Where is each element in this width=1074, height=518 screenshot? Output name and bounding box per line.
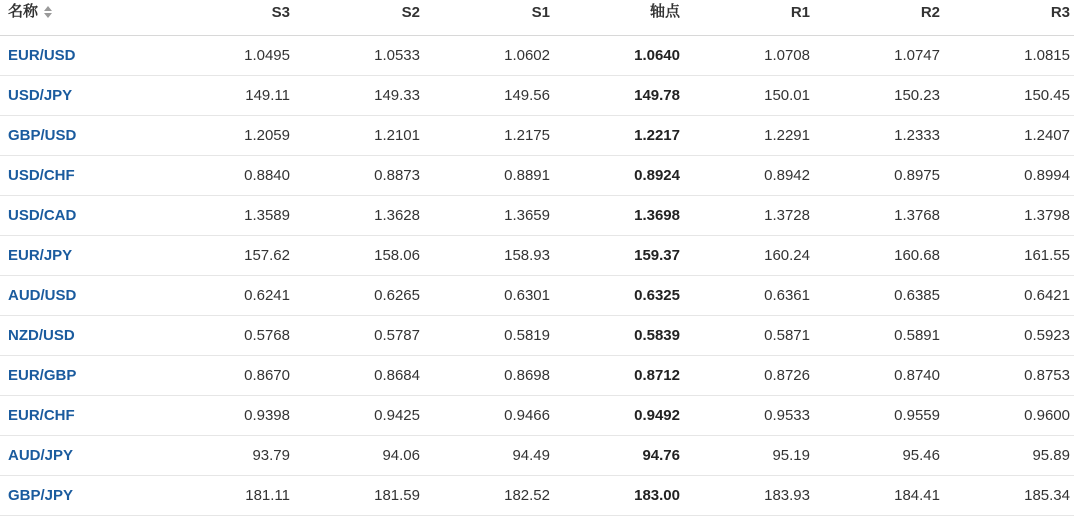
- cell-pivot: 0.5839: [550, 316, 680, 356]
- cell-r3: 0.8753: [940, 356, 1070, 396]
- cell-r3: 0.5923: [940, 316, 1070, 356]
- cell-spacer: [1070, 116, 1074, 156]
- instrument-cell[interactable]: [0, 476, 160, 516]
- cell-r3: 1.3798: [940, 196, 1070, 236]
- column-header-name-label: 名称: [8, 3, 39, 20]
- cell-r1: 1.2291: [680, 116, 810, 156]
- cell-s1: 0.5819: [420, 316, 550, 356]
- cell-s3: 1.0495: [160, 36, 290, 76]
- instrument-link[interactable]: AUD/USD: [8, 287, 77, 304]
- cell-r1: 1.3728: [680, 196, 810, 236]
- cell-s1: 94.49: [420, 436, 550, 476]
- sort-updown-icon[interactable]: [44, 6, 53, 18]
- cell-pivot: 0.6325: [550, 276, 680, 316]
- cell-r2: 1.2333: [810, 116, 940, 156]
- instrument-link[interactable]: EUR/CHF: [8, 407, 75, 424]
- cell-r3: 1.0815: [940, 36, 1070, 76]
- instrument-cell[interactable]: [0, 396, 160, 436]
- table-row: [0, 36, 1074, 76]
- cell-s1: 1.2175: [420, 116, 550, 156]
- cell-r3: 161.55: [940, 236, 1070, 276]
- column-header-r2[interactable]: R2: [810, 0, 940, 36]
- cell-s3: 1.3589: [160, 196, 290, 236]
- cell-r2: 150.23: [810, 76, 940, 116]
- instrument-link[interactable]: EUR/GBP: [8, 367, 77, 384]
- cell-s3: 181.11: [160, 476, 290, 516]
- cell-s2: 181.59: [290, 476, 420, 516]
- instrument-link[interactable]: AUD/JPY: [8, 447, 74, 464]
- table-row: [0, 276, 1074, 316]
- table-row: [0, 196, 1074, 236]
- cell-r1: 183.93: [680, 476, 810, 516]
- instrument-link[interactable]: USD/JPY: [8, 87, 73, 104]
- cell-s1: 0.9466: [420, 396, 550, 436]
- cell-s1: 0.6301: [420, 276, 550, 316]
- cell-spacer: [1070, 436, 1074, 476]
- cell-r3: 185.34: [940, 476, 1070, 516]
- cell-spacer: [1070, 76, 1074, 116]
- cell-s2: 1.2101: [290, 116, 420, 156]
- cell-r2: 184.41: [810, 476, 940, 516]
- column-header-r3[interactable]: R3: [940, 0, 1070, 36]
- cell-pivot: 1.3698: [550, 196, 680, 236]
- cell-r3: 0.9600: [940, 396, 1070, 436]
- column-header-name[interactable]: [0, 0, 160, 36]
- cell-s3: 0.5768: [160, 316, 290, 356]
- cell-r3: 0.8994: [940, 156, 1070, 196]
- cell-s1: 0.8698: [420, 356, 550, 396]
- cell-spacer: [1070, 196, 1074, 236]
- cell-s2: 0.6265: [290, 276, 420, 316]
- column-header-s1[interactable]: S1: [420, 0, 550, 36]
- cell-r2: 1.3768: [810, 196, 940, 236]
- cell-spacer: [1070, 276, 1074, 316]
- cell-s2: 158.06: [290, 236, 420, 276]
- cell-r1: 0.5871: [680, 316, 810, 356]
- column-header-r1[interactable]: R1: [680, 0, 810, 36]
- instrument-link[interactable]: EUR/USD: [8, 47, 76, 64]
- cell-r1: 0.9533: [680, 396, 810, 436]
- cell-pivot: 159.37: [550, 236, 680, 276]
- cell-s2: 0.9425: [290, 396, 420, 436]
- cell-s2: 94.06: [290, 436, 420, 476]
- cell-r1: 0.8726: [680, 356, 810, 396]
- instrument-link[interactable]: EUR/JPY: [8, 247, 73, 264]
- cell-r1: 0.6361: [680, 276, 810, 316]
- cell-s2: 1.0533: [290, 36, 420, 76]
- cell-pivot: 0.8712: [550, 356, 680, 396]
- instrument-cell[interactable]: [0, 436, 160, 476]
- cell-s2: 0.8684: [290, 356, 420, 396]
- cell-pivot: 1.2217: [550, 116, 680, 156]
- cell-pivot: 94.76: [550, 436, 680, 476]
- cell-s3: 0.9398: [160, 396, 290, 436]
- table-row: [0, 316, 1074, 356]
- instrument-link[interactable]: NZD/USD: [8, 327, 75, 344]
- instrument-cell[interactable]: [0, 36, 160, 76]
- cell-s3: 149.11: [160, 76, 290, 116]
- column-header-s2[interactable]: S2: [290, 0, 420, 36]
- table-row: [0, 356, 1074, 396]
- cell-spacer: [1070, 476, 1074, 516]
- cell-r2: 160.68: [810, 236, 940, 276]
- table-header-row: [0, 0, 1074, 36]
- instrument-link[interactable]: GBP/JPY: [8, 487, 74, 504]
- cell-r2: 0.6385: [810, 276, 940, 316]
- column-header-s3[interactable]: S3: [160, 0, 290, 36]
- cell-r1: 1.0708: [680, 36, 810, 76]
- cell-s2: 0.8873: [290, 156, 420, 196]
- instrument-cell[interactable]: [0, 116, 160, 156]
- cell-s1: 1.0602: [420, 36, 550, 76]
- cell-pivot: 0.9492: [550, 396, 680, 436]
- instrument-cell[interactable]: [0, 236, 160, 276]
- instrument-cell[interactable]: [0, 76, 160, 116]
- cell-r2: 0.5891: [810, 316, 940, 356]
- instrument-cell[interactable]: [0, 276, 160, 316]
- cell-r2: 0.8975: [810, 156, 940, 196]
- cell-r2: 1.0747: [810, 36, 940, 76]
- column-header-spacer: [1070, 0, 1074, 36]
- instrument-link[interactable]: USD/CAD: [8, 207, 77, 224]
- instrument-cell[interactable]: [0, 316, 160, 356]
- cell-s2: 1.3628: [290, 196, 420, 236]
- table-row: [0, 76, 1074, 116]
- table-header: [0, 0, 1074, 36]
- cell-pivot: 183.00: [550, 476, 680, 516]
- cell-s3: 93.79: [160, 436, 290, 476]
- instrument-link[interactable]: USD/CHF: [8, 167, 75, 184]
- cell-s1: 158.93: [420, 236, 550, 276]
- cell-r1: 160.24: [680, 236, 810, 276]
- cell-pivot: 1.0640: [550, 36, 680, 76]
- cell-s3: 0.8670: [160, 356, 290, 396]
- cell-r2: 0.9559: [810, 396, 940, 436]
- cell-spacer: [1070, 156, 1074, 196]
- cell-s2: 149.33: [290, 76, 420, 116]
- cell-r1: 150.01: [680, 76, 810, 116]
- cell-r3: 0.6421: [940, 276, 1070, 316]
- cell-s2: 0.5787: [290, 316, 420, 356]
- instrument-cell[interactable]: [0, 196, 160, 236]
- cell-s3: 1.2059: [160, 116, 290, 156]
- column-header-pivot[interactable]: 轴点: [550, 0, 680, 36]
- cell-s3: 157.62: [160, 236, 290, 276]
- cell-s1: 0.8891: [420, 156, 550, 196]
- cell-r3: 150.45: [940, 76, 1070, 116]
- cell-s3: 0.8840: [160, 156, 290, 196]
- cell-pivot: 0.8924: [550, 156, 680, 196]
- instrument-cell[interactable]: [0, 156, 160, 196]
- cell-s3: 0.6241: [160, 276, 290, 316]
- cell-r3: 1.2407: [940, 116, 1070, 156]
- table-row: [0, 396, 1074, 436]
- table-row: [0, 436, 1074, 476]
- cell-s1: 182.52: [420, 476, 550, 516]
- table-body: [0, 36, 1074, 516]
- cell-r1: 0.8942: [680, 156, 810, 196]
- table-row: [0, 476, 1074, 516]
- cell-s1: 1.3659: [420, 196, 550, 236]
- cell-spacer: [1070, 36, 1074, 76]
- cell-r3: 95.89: [940, 436, 1070, 476]
- table-row: [0, 236, 1074, 276]
- cell-spacer: [1070, 356, 1074, 396]
- cell-r2: 0.8740: [810, 356, 940, 396]
- table-row: [0, 156, 1074, 196]
- cell-r1: 95.19: [680, 436, 810, 476]
- cell-spacer: [1070, 396, 1074, 436]
- cell-pivot: 149.78: [550, 76, 680, 116]
- instrument-cell[interactable]: [0, 356, 160, 396]
- cell-spacer: [1070, 236, 1074, 276]
- cell-r2: 95.46: [810, 436, 940, 476]
- instrument-link[interactable]: GBP/USD: [8, 127, 77, 144]
- cell-spacer: [1070, 316, 1074, 356]
- cell-s1: 149.56: [420, 76, 550, 116]
- table-row: [0, 116, 1074, 156]
